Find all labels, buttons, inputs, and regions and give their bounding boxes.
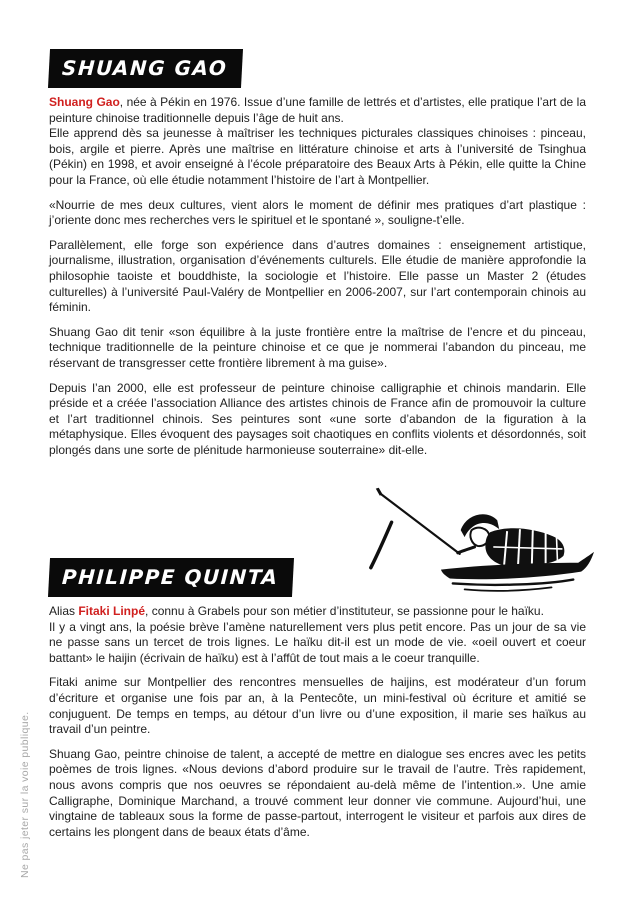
section-shuang-gao (49, 49, 586, 467)
text-run: , née à Pékin en 1976. Issue d’une famille de lettrés et d’artistes, elle pratique l’art de la peinture chinoise traditionnelle depuis l’âge de huit ans. (49, 95, 587, 125)
text-run: Shuang Gao, peintre chinoise de talent, a accepté de mettre en dialogue ses encres avec les petits poèmes de trois lignes. «Nous devions d’abord produire sur le travail de l’autre. Très rapidement, nous avons compris que nos oeuvres se répondaient au-delà même de l’intention.». Une amie Calligraphe, Dominique Marchand, a trouvé comment leur donner vie commune. Aujourd’hui, une vingtaine de tableaux sous la forme de passe-partout, interrogent le visiteur et parfois aux dires de certains les plongent dans de beaux états d’âme. (49, 746, 586, 839)
paragraph (49, 747, 586, 841)
text-run: Shuang Gao dit tenir «son équilibre à la juste frontière entre la maîtrise de l’encre et du pinceau, technique traditionnelle de la peinture chinoise et ce que je nommerai l’abandon du pinceau, me réservant de transgresser cette frontière librement à ma guise». (49, 324, 586, 370)
section-philippe-quinta (49, 558, 586, 849)
highlighted-name: Shuang Gao (49, 95, 120, 109)
text-run: Elle apprend dès sa jeunesse à maîtriser les techniques picturales classiques chinoises : pinceau, bois, argile et pierre. Après une maîtrise en littérature chinoise et arts à l’université de Tsinghua (Pékin) en 1998, et avoir enseigné à l’école préparatoire des Beaux Arts à Pékin, elle quitte la Chine pour la France, où elle étudie notamment l’histoire de l’art à Montpellier. (49, 126, 586, 187)
paragraph (49, 381, 586, 459)
paragraph (49, 604, 586, 666)
paragraph (49, 325, 586, 372)
section-title-banner: PHILIPPE QUINTA (48, 558, 295, 597)
paragraph (49, 238, 586, 316)
side-note-vertical-text: Ne pas jeter sur la voie publique. (19, 711, 31, 878)
paragraph (49, 198, 586, 229)
highlighted-name: Fitaki Linpé (78, 604, 146, 618)
paragraphs (49, 95, 586, 458)
text-run: Parallèlement, elle forge son expérience dans d’autres domaines : enseignement artistique, journalisme, illustration, organisation d’événements culturels. Elle étudie de manière approfondie la philosophie taoiste et bouddhiste, la sociologie et l’histoire. Elle passe un Master 2 (études culturelles) à l’université Paul-Valéry de Montpellier en 2006-2007, sur l’art contemporain chinois au féminin. (49, 237, 586, 315)
text-run: «Nourrie de mes deux cultures, vient alors le moment de définir mes pratiques d’art plastique : j’oriente donc mes recherches vers le spirituel et le spontané », souligne-t’elle. (49, 197, 586, 228)
section-title-banner: SHUANG GAO (48, 49, 243, 88)
text-run: Alias (49, 604, 79, 618)
paragraph (49, 675, 586, 737)
paragraph (49, 95, 586, 189)
paragraphs (49, 604, 586, 840)
text-run: Depuis l’an 2000, elle est professeur de peinture chinoise calligraphie et chinois mandarin. Elle préside et a créée l’association Alliance des artistes chinois de France afin de promouvoir la culture et l’art traditionnel chinois. Ses peintures sont «une sorte d’abandon de la figuration à la métaphysique. Elles évoquent des paysages soit chaotiques en conflits violents et désordonnés, soit plongés dans une sorte de plénitude harmonieuse souterraine» dit-elle. (49, 380, 586, 457)
text-run: , connu à Grabels pour son métier d’instituteur, se passionne pour le haïku. (145, 604, 544, 618)
text-run: Il y a vingt ans, la poésie brève l’amène naturellement vers plus petit encore. Pas un jour de sa vie ne passe sans un tercet de trois lignes. Le haïku dit-il est un mode de vie. «oeil ouvert et coeur battant» le haijin (écrivain de haïku) est à l’affût de tout mais a le coeur tranquille. (49, 619, 586, 665)
text-run: Fitaki anime sur Montpellier des rencontres mensuelles de haijins, est modérateur d’un forum d’écriture et organise une fois par an, à la Pentecôte, un mini-festival où écriture et amitié se conjuguent. De temps en temps, au détour d’un livre ou d’une exposition, il marie ses haïkus au travail d’un peintre. (49, 675, 586, 737)
